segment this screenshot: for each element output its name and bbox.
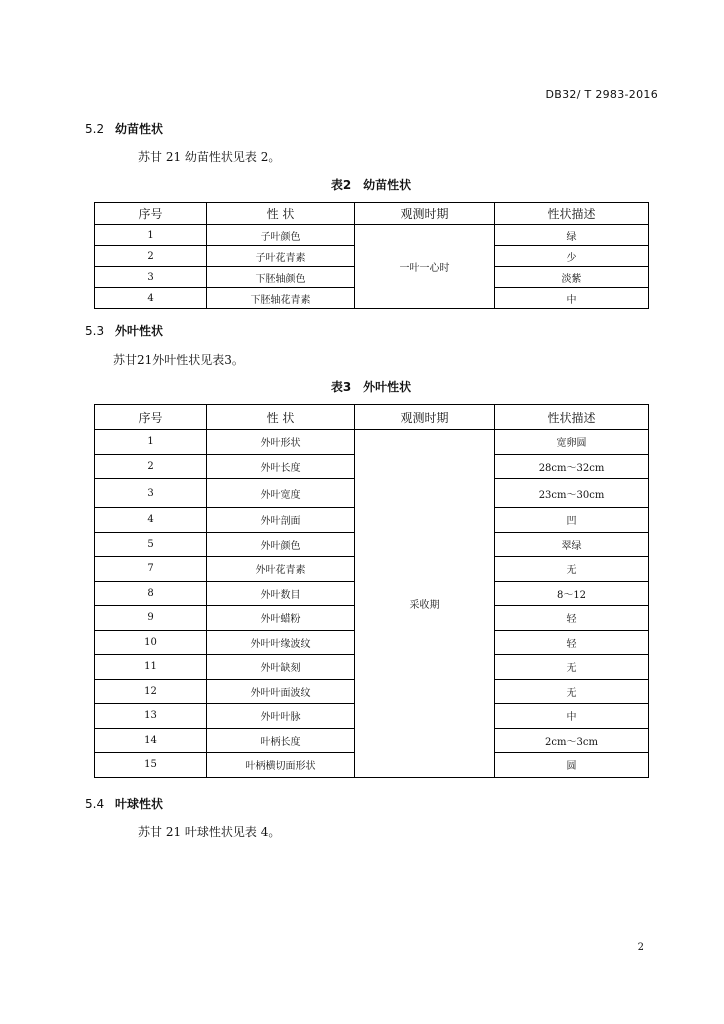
cell-trait: 外叶缺刻: [207, 655, 355, 680]
cell-no: 12: [95, 679, 207, 704]
cell-description: 2cm～3cm: [495, 728, 649, 753]
cell-no: 1: [95, 225, 207, 246]
cell-trait: 外叶叶缘波纹: [207, 630, 355, 655]
cell-description: 中: [495, 288, 649, 309]
cell-description: 无: [495, 679, 649, 704]
cell-description: 淡紫: [495, 267, 649, 288]
header-trait: 性 状: [207, 405, 355, 430]
header-description: 性状描述: [495, 405, 649, 430]
document-code: DB32/ T 2983-2016: [545, 88, 658, 101]
cell-description: 翠绿: [495, 532, 649, 557]
section-number: 5.4: [85, 797, 105, 811]
section-5-4-paragraph: 苏甘 21 叶球性状见表 4。: [138, 825, 281, 839]
cell-no: 13: [95, 704, 207, 729]
section-number: 5.2: [85, 122, 105, 136]
cell-trait: 下胚轴颜色: [207, 267, 355, 288]
section-title: 叶球性状: [115, 797, 164, 811]
cell-description: 宽卵圆: [495, 430, 649, 455]
cell-no: 1: [95, 430, 207, 455]
table-3-caption: 表3 外叶性状: [330, 380, 412, 394]
cell-description: 凹: [495, 508, 649, 533]
section-number: 5.3: [85, 324, 105, 338]
cell-description: 轻: [495, 606, 649, 631]
cell-no: 8: [95, 581, 207, 606]
cell-no: 3: [95, 479, 207, 508]
header-period: 观测时期: [355, 203, 495, 225]
cell-description: 中: [495, 704, 649, 729]
header-no: 序号: [95, 405, 207, 430]
cell-period: 一叶一心时: [355, 225, 495, 309]
cell-trait: 外叶叶面波纹: [207, 679, 355, 704]
cell-no: 2: [95, 246, 207, 267]
cell-trait: 外叶花青素: [207, 557, 355, 582]
cell-period: 采收期: [355, 430, 495, 778]
seedling-traits-table: [94, 202, 649, 309]
table-2-caption: 表2 幼苗性状: [330, 178, 412, 192]
header-period: 观测时期: [355, 405, 495, 430]
cell-trait: 外叶宽度: [207, 479, 355, 508]
table-header-row: [95, 203, 649, 225]
cell-trait: 子叶颜色: [207, 225, 355, 246]
cell-trait: 下胚轴花青素: [207, 288, 355, 309]
cell-no: 7: [95, 557, 207, 582]
cell-description: 无: [495, 655, 649, 680]
cell-trait: 外叶叶脉: [207, 704, 355, 729]
cell-description: 圆: [495, 753, 649, 778]
section-5-2-heading: [85, 120, 163, 137]
cell-trait: 外叶数目: [207, 581, 355, 606]
cell-description: 轻: [495, 630, 649, 655]
header-description: 性状描述: [495, 203, 649, 225]
page-number: 2: [637, 942, 644, 953]
cell-trait: 外叶剖面: [207, 508, 355, 533]
section-5-3-heading: [85, 322, 163, 339]
cell-no: 11: [95, 655, 207, 680]
header-no: 序号: [95, 203, 207, 225]
cell-no: 2: [95, 454, 207, 479]
cell-trait: 外叶形状: [207, 430, 355, 455]
cell-trait: 叶柄长度: [207, 728, 355, 753]
cell-description: 无: [495, 557, 649, 582]
section-5-3-paragraph: 苏甘21外叶性状见表3。: [113, 353, 244, 367]
section-title: 幼苗性状: [115, 122, 164, 136]
cell-no: 9: [95, 606, 207, 631]
cell-trait: 叶柄横切面形状: [207, 753, 355, 778]
outer-leaf-traits-table: [94, 404, 649, 778]
section-title: 外叶性状: [115, 324, 164, 338]
cell-no: 14: [95, 728, 207, 753]
cell-description: 28cm～32cm: [495, 454, 649, 479]
cell-trait: 子叶花青素: [207, 246, 355, 267]
table-row: [95, 225, 649, 246]
cell-no: 3: [95, 267, 207, 288]
section-5-2-paragraph: 苏甘 21 幼苗性状见表 2。: [138, 150, 281, 164]
table-header-row: [95, 405, 649, 430]
header-trait: 性 状: [207, 203, 355, 225]
cell-trait: 外叶颜色: [207, 532, 355, 557]
cell-description: 少: [495, 246, 649, 267]
cell-description: 8～12: [495, 581, 649, 606]
cell-no: 5: [95, 532, 207, 557]
cell-no: 4: [95, 508, 207, 533]
table-row: [95, 430, 649, 455]
cell-no: 10: [95, 630, 207, 655]
cell-no: 4: [95, 288, 207, 309]
cell-description: 绿: [495, 225, 649, 246]
cell-trait: 外叶长度: [207, 454, 355, 479]
section-5-4-heading: [85, 795, 163, 812]
cell-description: 23cm～30cm: [495, 479, 649, 508]
cell-trait: 外叶蜡粉: [207, 606, 355, 631]
cell-no: 15: [95, 753, 207, 778]
